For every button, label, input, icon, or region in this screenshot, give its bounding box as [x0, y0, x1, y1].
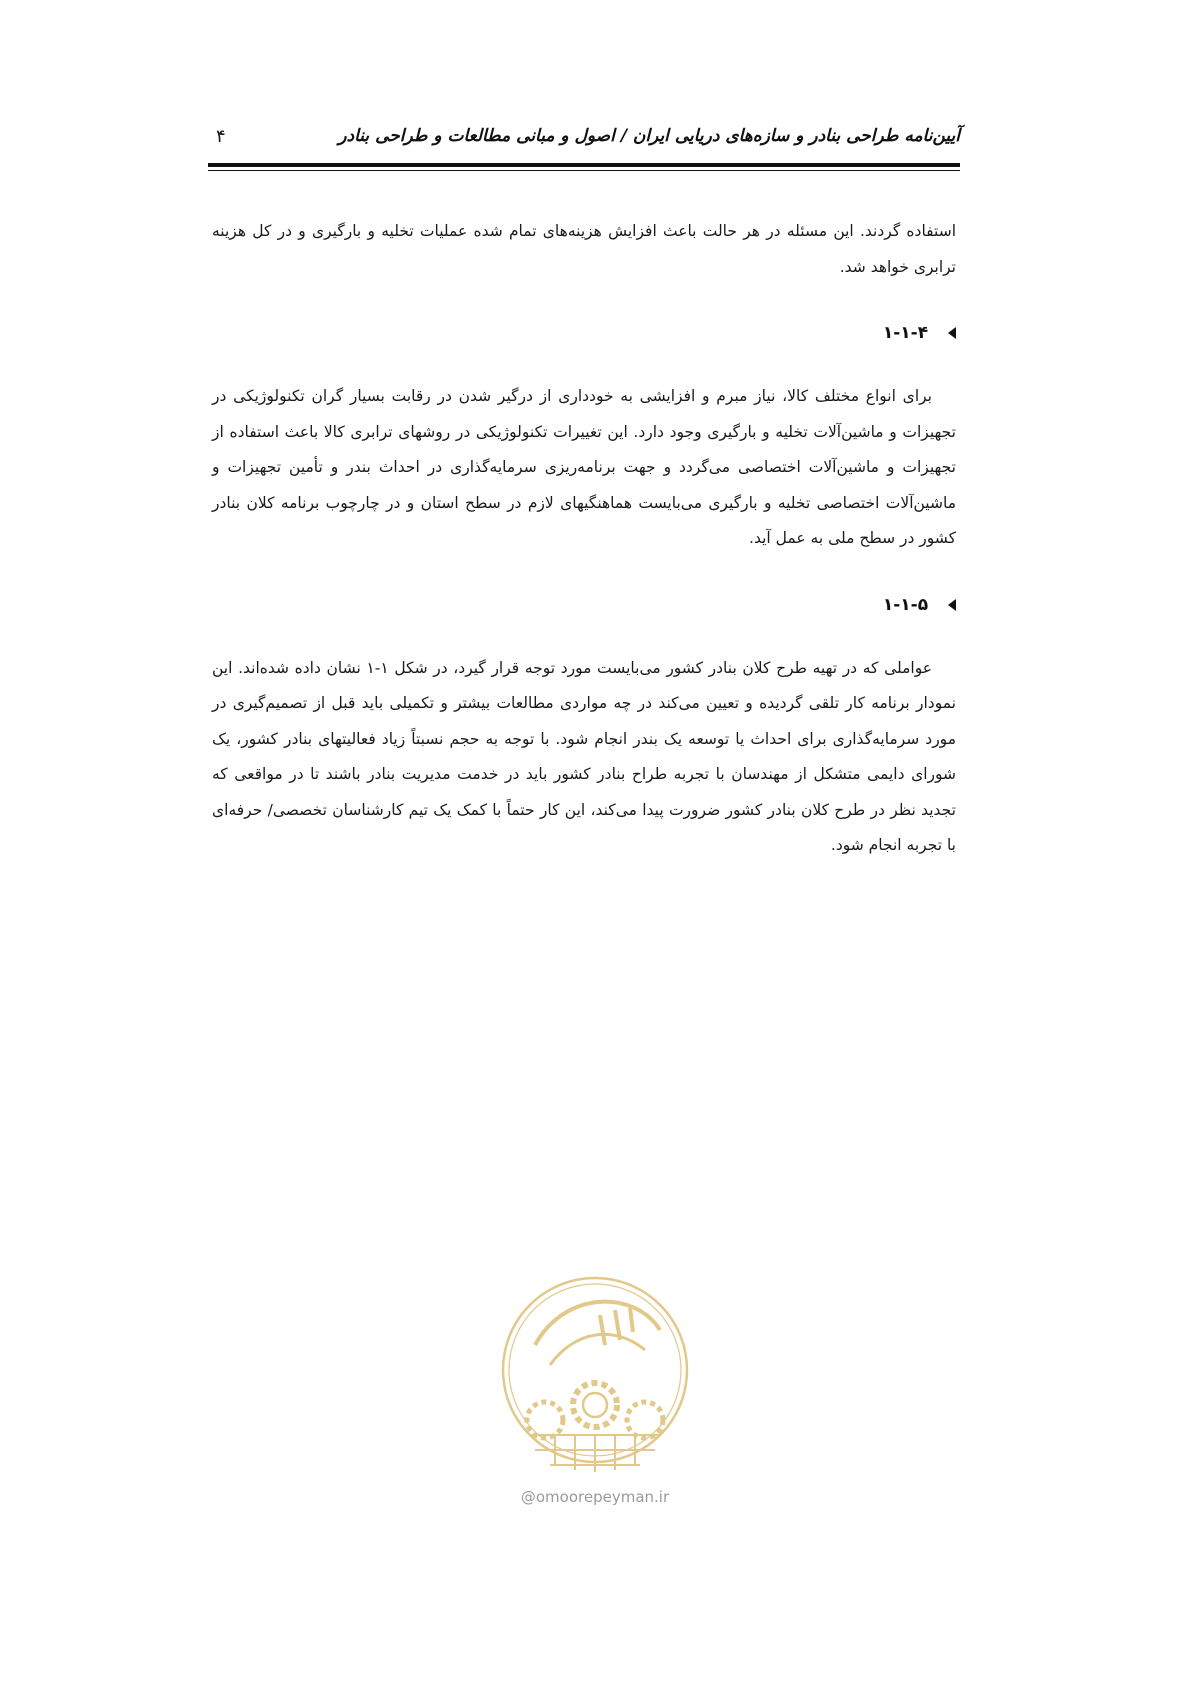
watermark-url: @omoorepeyman.ir	[520, 1488, 670, 1506]
section-paragraph-1-1-5: عواملی که در تهیه طرح کلان بنادر کشور می‌بایست مورد توجه قرار گیرد، در شکل ۱-۱ نشان داده شده‌اند. این نمودار برنامه کار تلقی گردیده و تعیین می‌کند در چه مواردی مطالعات بیشتر و تکمیلی باید قبل از تصمیم‌گیری در مورد سرمایه‌گذاری برای احداث یا توسعه یک بندر انجام شود. با توجه به حجم نسبتاً زیاد فعالیتهای بنادر کشور، یک شورای دایمی متشکل از مهندسان با تجربه طراح بنادر کشور باید در خدمت مدیریت بنادر باشند تا در مواقعی که تجدید نظر در طرح کلان بنادر کشور ضرورت پیدا می‌کند، این کار حتماً با کمک یک تیم کارشناسان تخصصی/ حرفه‌ای با تجربه انجام شود.	[212, 658, 956, 854]
header-rule-thin	[208, 170, 960, 171]
section-heading-1-1-5	[212, 587, 956, 623]
header-title: آیین‌نامه طراحی بنادر و سازه‌های دریایی ایران / اصول و مبانی مطالعات و طراحی بنادر	[338, 126, 960, 146]
intro-paragraph: استفاده گردند. این مسئله در هر حالت باعث افزایش هزینه‌های تمام شده عملیات تخلیه و بارگیری و در کل هزینه ترابری خواهد شد.	[212, 222, 956, 276]
header-rule-thick	[208, 163, 960, 167]
section-number: ۱-۱-۴	[882, 323, 929, 343]
page-number: ۴	[216, 126, 226, 147]
body-content	[212, 214, 956, 864]
running-header	[208, 126, 960, 156]
section-paragraph-1-1-4: برای انواع مختلف کالا، نیاز مبرم و افزایشی به خودداری از درگیر شدن در رقابت بسیار گران تکنولوژیکی در تجهیزات و ماشین‌آلات تخلیه و بارگیری وجود دارد. این تغییرات تکنولوژیکی در روشهای ترابری کالا باعث استفاده از تجهیزات و ماشین‌آلات اختصاصی می‌گردد و جهت برنامه‌ریزی سرمایه‌گذاری در احداث بندر و تأمین تجهیزات و ماشین‌آلات اختصاصی تخلیه و بارگیری می‌بایست هماهنگیهای لازم در سطح استان و در چارچوب برنامه کلان بنادر کشور در سطح ملی به عمل آید.	[212, 387, 956, 547]
bullet-arrow-icon	[948, 327, 956, 339]
bullet-arrow-icon	[948, 599, 956, 611]
section-number: ۱-۱-۵	[882, 594, 929, 615]
section-heading-1-1-4	[212, 315, 956, 351]
watermark-logo-graphic	[495, 1270, 695, 1480]
watermark-logo	[495, 1270, 695, 1480]
